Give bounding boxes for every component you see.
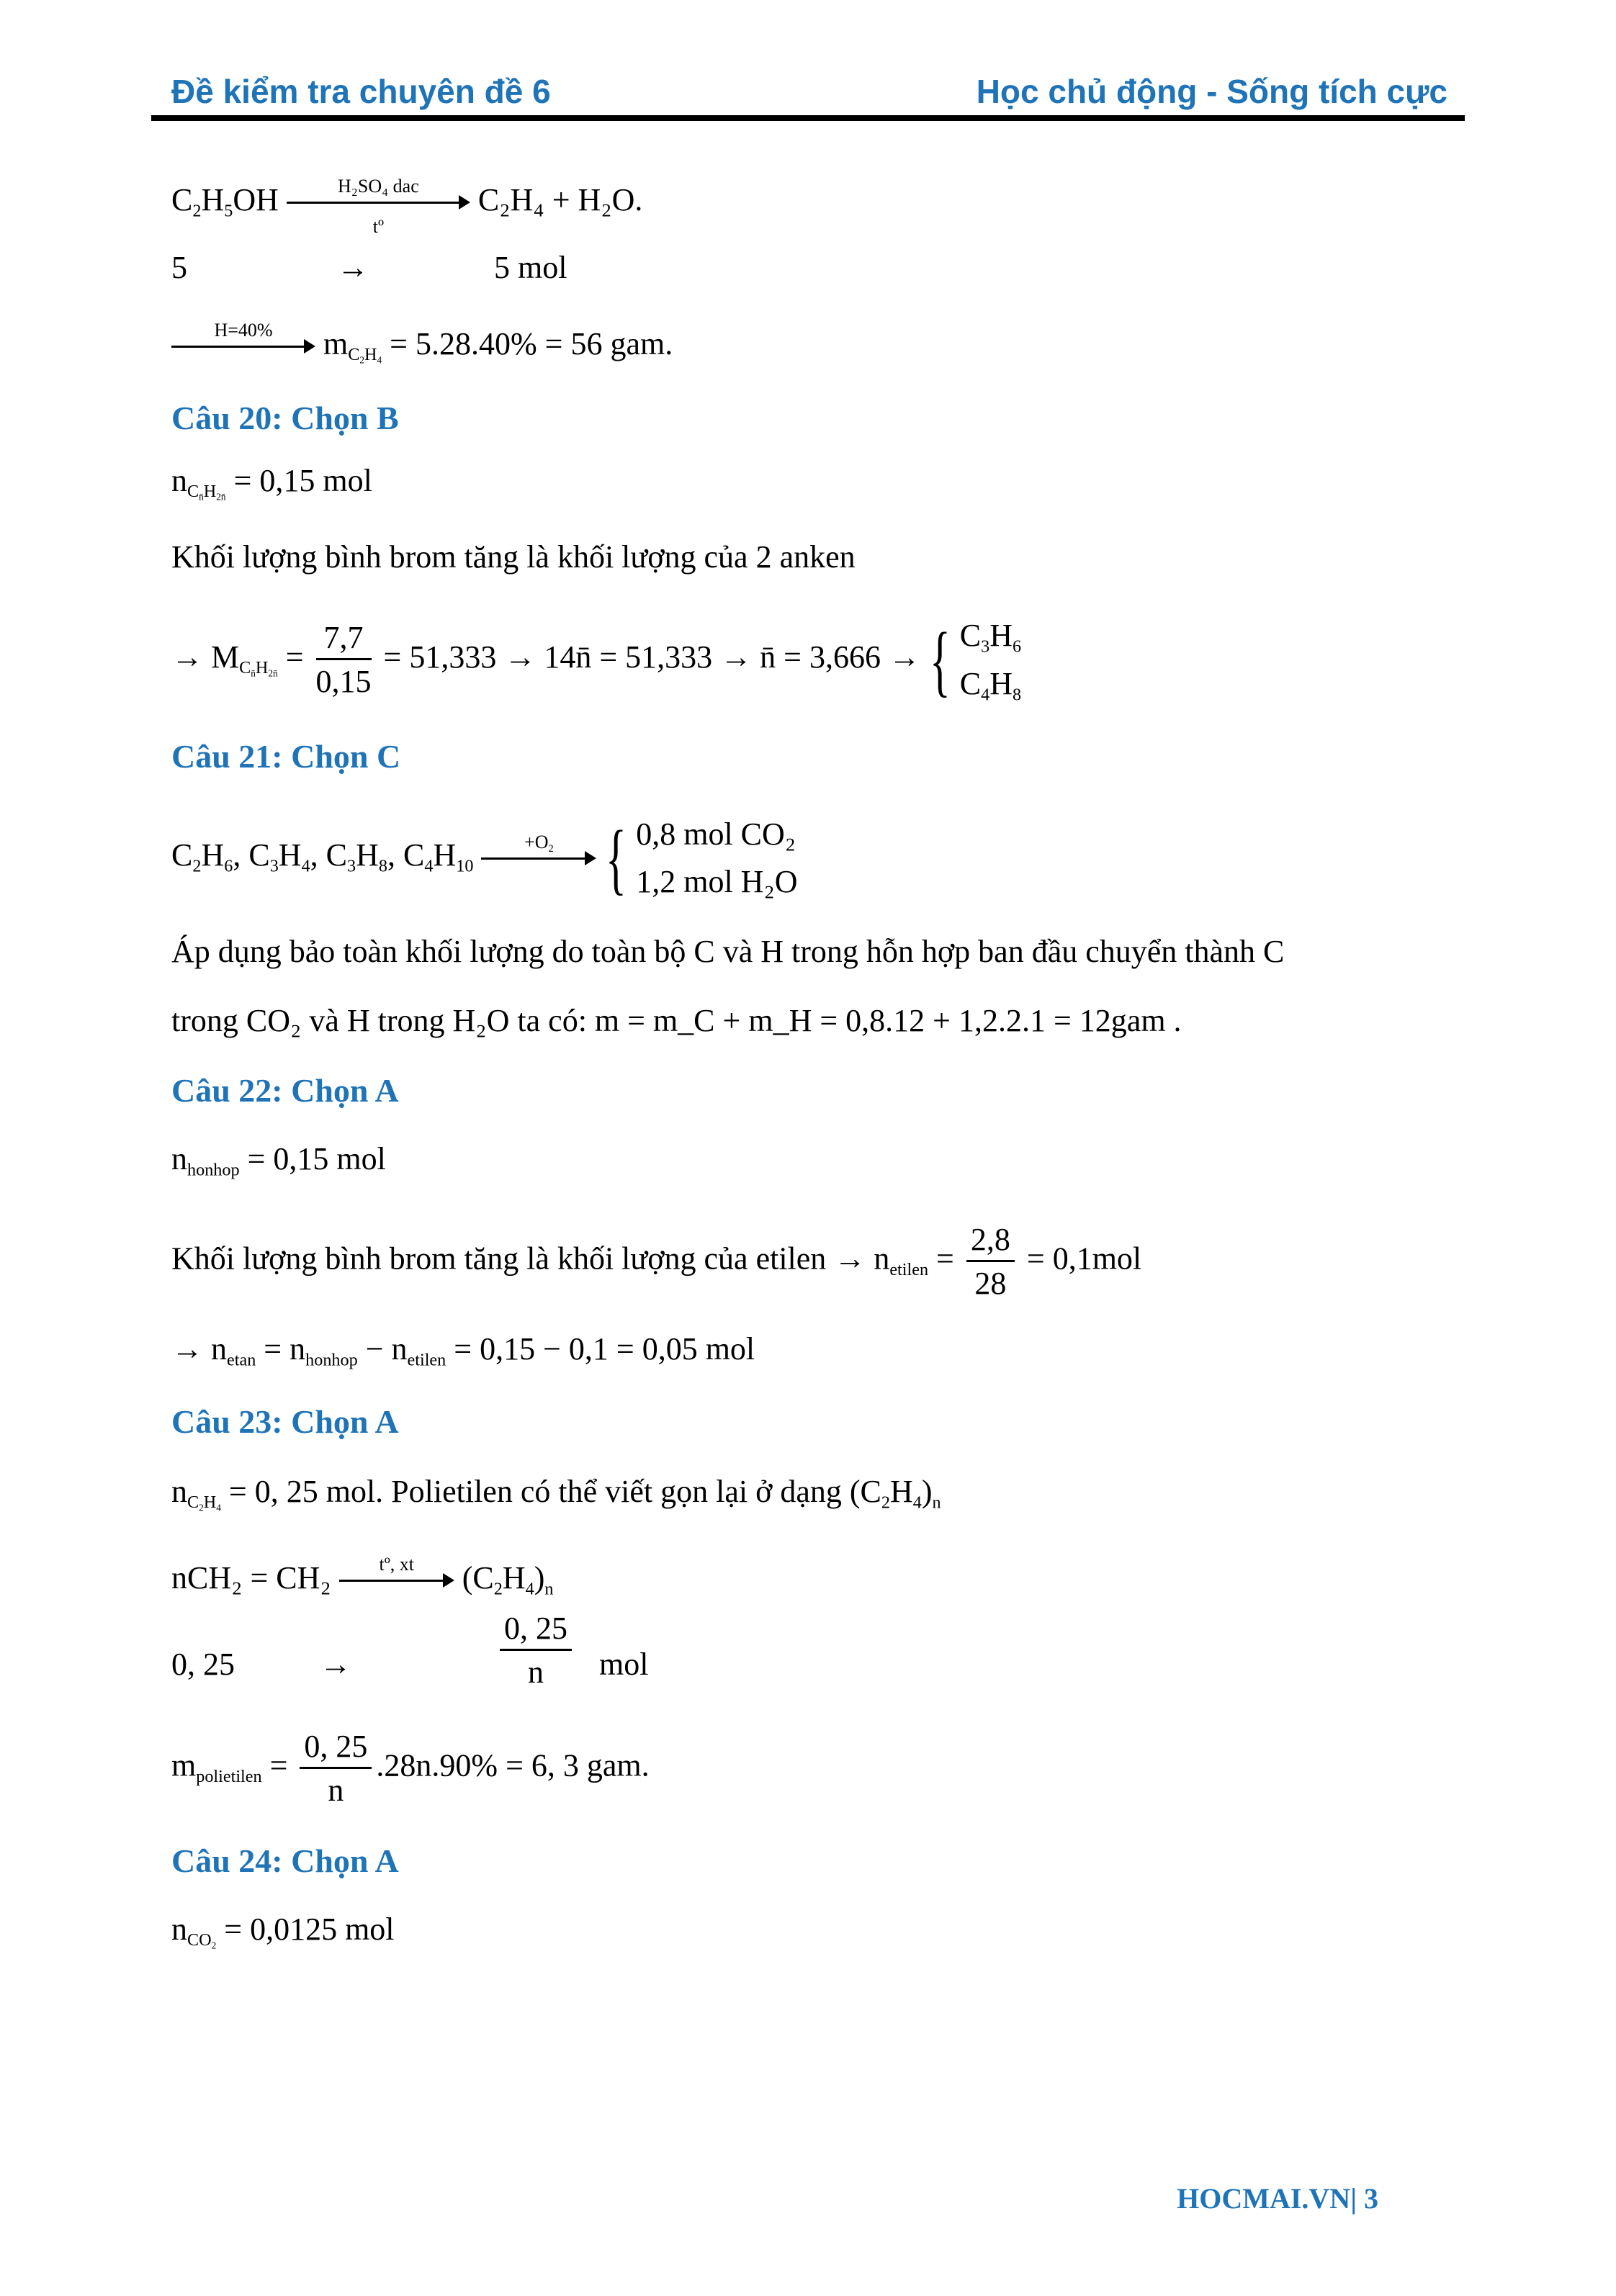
q22-denominator: 28 (974, 1266, 1007, 1301)
q24-moles-value: = 0,0125 mol (224, 1912, 395, 1947)
q21-combustion: $C_2H_6$, $C_3H_4$, $C_3H_8$, $C_4H_{10}$ $+O_2$ { 0,8 mol CO₂ 1,2 mol H₂O (171, 811, 798, 906)
q23-arrow (339, 1554, 454, 1582)
q21-arrow (481, 831, 596, 860)
q22-statement: Khối lượng bình brom tăng là khối lượng của etilen → (171, 1241, 866, 1277)
header-right-slogan: Học chủ động - Sống tích cực (976, 73, 1447, 110)
q21-h2o: 1,2 mol H₂O (636, 864, 798, 899)
q20-chain: = 51,333 → 14n̄ = 51,333 → n̄ = 3,666 → (383, 639, 920, 675)
question-22-heading: Câu 22: Chọn A (171, 1072, 399, 1109)
q23-moles: $n_{C_2H_4} = 0$, 25 mol. Polietilen có thể viết gọn lại ở dạng $(C_2H_4)_n$ (171, 1474, 941, 1514)
q23-fraction (500, 1613, 572, 1688)
q23-mole-unit: mol (599, 1647, 649, 1682)
q22-etilen: Khối lượng bình brom tăng là khối lượng của etilen → $n_{etilen}$ = $\frac{2,8}{28}$ = 0,1mol (171, 1222, 1142, 1301)
q23-numerator: 0, 25 (500, 1613, 572, 1651)
mole-arrow: → (337, 250, 369, 285)
q21-arrow-label: $+O_2$ (524, 831, 554, 855)
q20-molar-mass: → $M_{C_{n̄}H_{2n̄}}$ = $\frac{7,7}{0,15}$ = 51,333 → 14n̄ = 51,333 → n̄ = 3,666 → { $C_3H_6$ $C_4H_8$ (171, 612, 1021, 708)
q21-brace: { (606, 814, 627, 902)
yield-arrow (171, 320, 315, 348)
q22-moles: $n_{honhop} = 0,15$ mol (171, 1141, 386, 1180)
q20-numerator: 7,7 (316, 622, 372, 660)
q22-etan-value: = 0,15 − 0,1 = 0,05 mol (454, 1331, 755, 1367)
q23-denominator: n (528, 1655, 544, 1690)
yield-calculation: H=40% $m_{C_2H_4} = 5.28.40\% = 56$ gam. (171, 328, 673, 365)
q23-mass-denominator: n (328, 1773, 344, 1808)
q23-polymerization: nCH₂ = CH₂ tº, xt $(C_2H_4)_n$ (171, 1554, 554, 1599)
q20-brace: { (929, 616, 951, 704)
q23-mass: $m_{polietilen}$ = $\frac{0, 25}{n}$ .28n.90% = 6, 3 gam. (171, 1729, 650, 1808)
q20-system: $C_3H_6$ $C_4H_8$ (959, 618, 1022, 705)
q23-mass-expression: .28n.90% = 6, 3 gam. (376, 1747, 650, 1783)
yield-expression: = 5.28.40% = 56 gam. (390, 326, 673, 361)
q21-explanation-2: trong CO₂ và H trong H₂O ta có: m = m_C + m_H = 0,8.12 + 1,2.2.1 = 12gam . (171, 1003, 1182, 1038)
question-23-heading: Câu 23: Chọn A (171, 1403, 399, 1440)
q20-statement: Khối lượng bình brom tăng là khối lượng của 2 anken (171, 539, 856, 575)
mole-ratio-line (171, 250, 567, 285)
header-left-title: Đề kiểm tra chuyên đề 6 (171, 73, 551, 110)
q21-co2: 0,8 mol CO₂ (636, 816, 796, 852)
q23-arrow-label: tº, xt (379, 1554, 414, 1575)
q23-mass-fraction (300, 1731, 372, 1806)
question-24-heading: Câu 24: Chọn A (171, 1842, 399, 1879)
q23-monomer: nCH₂ = CH₂ (171, 1560, 331, 1595)
q21-explanation-1: Áp dụng bảo toàn khối lượng do toàn bộ C và H trong hỗn hợp ban đầu chuyển thành C (171, 934, 1285, 969)
q23-mole-left: 0, 25 (171, 1647, 235, 1682)
q24-moles: $n_{CO_2} = 0,0125$ mol (171, 1912, 395, 1952)
q20-moles-value: = 0,15 mol (233, 463, 372, 498)
q22-fraction (966, 1224, 1015, 1300)
mole-right: 5 mol (494, 250, 567, 285)
reaction-arrow (287, 176, 470, 238)
arrow-condition-top: H₂SO₄ dac (338, 176, 419, 197)
question-20-heading: Câu 20: Chọn B (171, 400, 399, 436)
q22-numerator: 2,8 (966, 1224, 1015, 1262)
q23-mass-numerator: 0, 25 (300, 1731, 372, 1769)
q20-fraction (316, 622, 372, 698)
q20-moles: $n_{C_{n̄}H_{2n̄}} = 0,15$ mol (171, 463, 372, 503)
header-divider (151, 115, 1465, 121)
q23-mole-arrow: → (320, 1647, 351, 1682)
arrow-condition-bottom: tº (372, 216, 385, 238)
reaction-products: C₂H₄ + H₂O. (477, 182, 643, 217)
q21-system (636, 811, 797, 906)
q22-result: = 0,1mol (1026, 1241, 1142, 1277)
reaction-ethanol-dehydration: $C_2H_5OH$ H₂SO₄ dac tº C₂H₄ + H₂O. (171, 176, 643, 238)
q22-moles-value: = 0,15 mol (247, 1141, 386, 1176)
page-footer: HOCMAI.VN| 3 (1177, 2182, 1378, 2215)
q23-statement: = 0, 25 mol. Polietilen có thể viết gọn lại ở dạng (228, 1474, 842, 1509)
question-21-heading: Câu 21: Chọn C (171, 738, 401, 775)
q20-denominator: 0,15 (315, 664, 372, 700)
mole-left: 5 (171, 250, 187, 285)
yield-label: H=40% (214, 320, 273, 341)
q22-etan: → $n_{etan} = n_{honhop} - n_{etilen} = 0,15 - 0,1 = 0,05$ mol (171, 1331, 755, 1370)
